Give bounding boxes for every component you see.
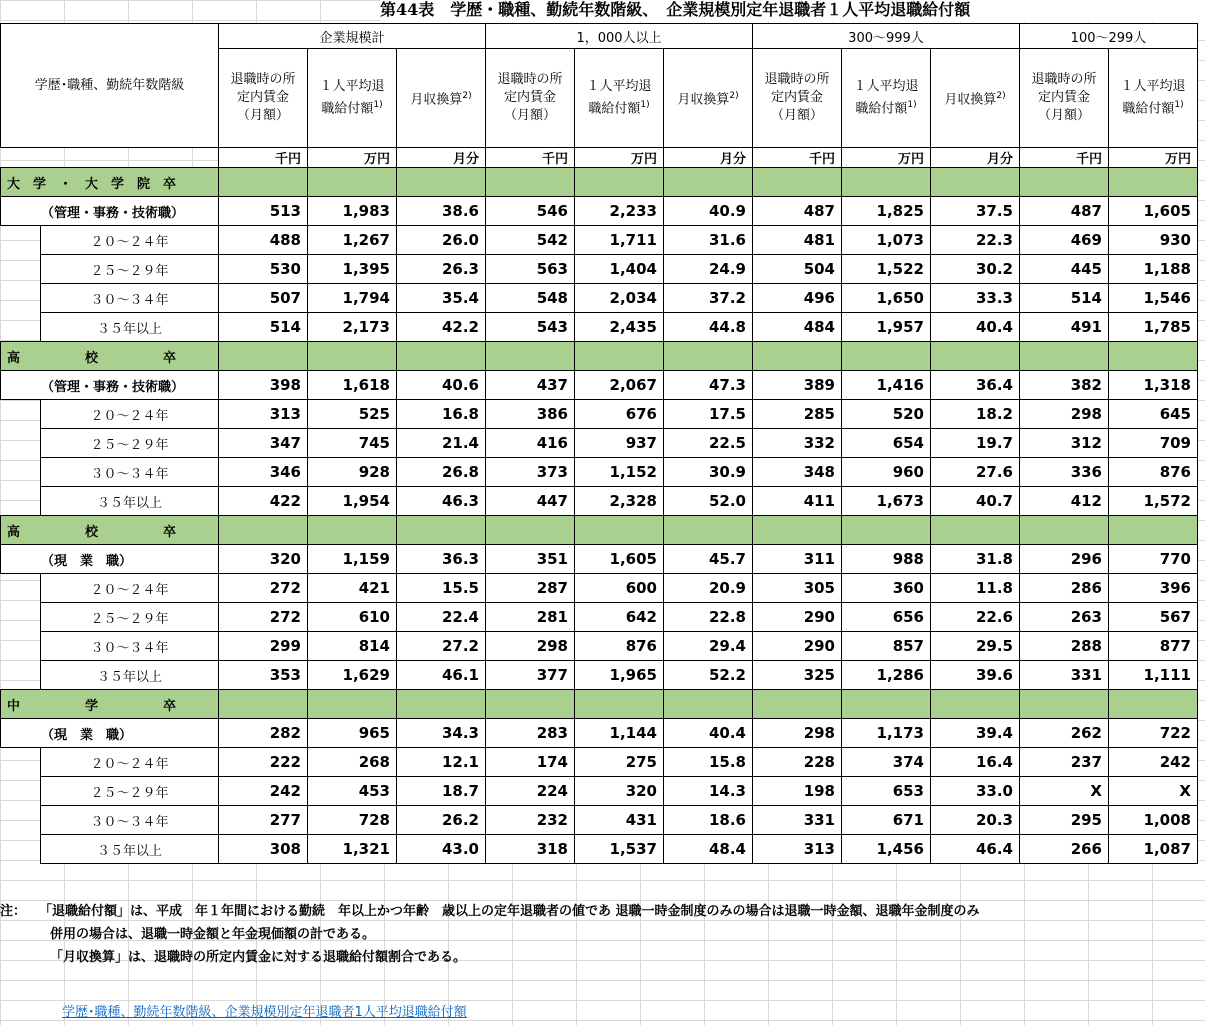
value-cell: 965 [308,719,397,748]
tenure-label: ３０〜３４年 [41,284,219,313]
value-cell: 37.5 [931,197,1020,226]
sheet-title: 第44表 学歴・職種、勤続年数階級、 企業規模別定年退職者１人平均退職給付額 [380,0,1205,22]
value-cell: 600 [575,574,664,603]
value-cell: 39.6 [931,661,1020,690]
table-row [1,777,1198,806]
table-row [1,603,1198,632]
value-cell: 411 [753,487,842,516]
value-cell: 484 [753,313,842,342]
value-cell: 2,233 [575,197,664,226]
value-cell: 1,605 [1109,197,1198,226]
value-cell: 1,572 [1109,487,1198,516]
size-group-header: 100〜299人 [1020,24,1198,49]
value-cell: 277 [219,806,308,835]
note-line-2: 併用の場合は、退職一時金額と年金現価額の計である。 [50,927,376,942]
value-cell: 298 [1020,400,1109,429]
tenure-label: ３０〜３４年 [41,458,219,487]
value-cell: 232 [486,806,575,835]
value-cell: 930 [1109,226,1198,255]
column-header-benefit: １人平均退職給付額$^{1)}$ [842,49,931,148]
unit-label: 月分 [664,148,753,168]
value-cell: 1,144 [575,719,664,748]
value-cell: 332 [753,429,842,458]
value-cell: 318 [486,835,575,864]
size-group-header: 300〜999人 [753,24,1020,49]
value-cell: 1,111 [1109,661,1198,690]
value-cell: 487 [1020,197,1109,226]
value-cell: 722 [1109,719,1198,748]
column-header-benefit: １人平均退職給付額$^{1)}$ [575,49,664,148]
group-label: 高 校 卒 [1,342,219,371]
value-cell: 928 [308,458,397,487]
value-cell: 298 [753,719,842,748]
value-cell: 421 [308,574,397,603]
notes [0,900,980,969]
value-cell: 22.8 [664,603,753,632]
value-cell: 645 [1109,400,1198,429]
value-cell: 548 [486,284,575,313]
value-cell: 876 [1109,458,1198,487]
value-cell: 567 [1109,603,1198,632]
value-cell: 222 [219,748,308,777]
value-cell: 1,605 [575,545,664,574]
subgroup-label: （現 業 職） [1,545,219,574]
value-cell: 877 [1109,632,1198,661]
tenure-label: ２０〜２４年 [41,226,219,255]
value-cell: 20.3 [931,806,1020,835]
value-cell: 937 [575,429,664,458]
table-link[interactable]: 学歴･職種、勤続年数階級、企業規模別定年退職者1人平均退職給付額 [62,1005,467,1020]
value-cell: 1,954 [308,487,397,516]
subgroup-label: （現 業 職） [1,719,219,748]
value-cell: 283 [486,719,575,748]
tenure-label: ３０〜３４年 [41,806,219,835]
value-cell: 530 [219,255,308,284]
value-cell: 22.5 [664,429,753,458]
value-cell: 496 [753,284,842,313]
value-cell: 563 [486,255,575,284]
value-cell: 745 [308,429,397,458]
value-cell: 481 [753,226,842,255]
value-cell: 31.6 [664,226,753,255]
value-cell: 14.3 [664,777,753,806]
value-cell: 26.3 [397,255,486,284]
subgroup-label: （管理・事務・技術職） [1,197,219,226]
value-cell: 525 [308,400,397,429]
unit-label: 千円 [1020,148,1109,168]
value-cell: 447 [486,487,575,516]
column-header-wage: 退職時の所定内賃金（月額） [753,49,842,148]
value-cell: 47.3 [664,371,753,400]
value-cell: 437 [486,371,575,400]
value-cell: 320 [219,545,308,574]
size-group-header: 企業規模計 [219,24,486,49]
value-cell: 389 [753,371,842,400]
value-cell: 17.5 [664,400,753,429]
value-cell: 311 [753,545,842,574]
value-cell: 351 [486,545,575,574]
value-cell: 988 [842,545,931,574]
value-cell: 656 [842,603,931,632]
table-row [1,255,1198,284]
subgroup-label: （管理・事務・技術職） [1,371,219,400]
value-cell: 281 [486,603,575,632]
value-cell: 263 [1020,603,1109,632]
value-cell: 30.9 [664,458,753,487]
unit-label: 万円 [575,148,664,168]
column-header-months: 月収換算$^{2)}$ [664,49,753,148]
value-cell: 40.7 [931,487,1020,516]
column-header-wage: 退職時の所定内賃金（月額） [486,49,575,148]
value-cell: 2,173 [308,313,397,342]
value-cell: 18.7 [397,777,486,806]
value-cell: 373 [486,458,575,487]
value-cell: X [1020,777,1109,806]
value-cell: 353 [219,661,308,690]
group-label: 高 校 卒 [1,516,219,545]
tenure-label: ２０〜２４年 [41,400,219,429]
value-cell: 22.3 [931,226,1020,255]
value-cell: 610 [308,603,397,632]
value-cell: 15.8 [664,748,753,777]
value-cell: 33.0 [931,777,1020,806]
value-cell: 45.7 [664,545,753,574]
value-cell: 35.4 [397,284,486,313]
value-cell: 290 [753,603,842,632]
value-cell: 398 [219,371,308,400]
value-cell: 295 [1020,806,1109,835]
value-cell: 416 [486,429,575,458]
value-cell: 266 [1020,835,1109,864]
tenure-label: ２５〜２９年 [41,429,219,458]
value-cell: 313 [753,835,842,864]
value-cell: 288 [1020,632,1109,661]
value-cell: 676 [575,400,664,429]
value-cell: 396 [1109,574,1198,603]
value-cell: 709 [1109,429,1198,458]
value-cell: 268 [308,748,397,777]
value-cell: 22.4 [397,603,486,632]
value-cell: 198 [753,777,842,806]
value-cell: 22.6 [931,603,1020,632]
group-label: 中 学 卒 [1,690,219,719]
value-cell: 42.2 [397,313,486,342]
value-cell: 507 [219,284,308,313]
value-cell: 242 [219,777,308,806]
value-cell: 1,404 [575,255,664,284]
table-row [1,313,1198,342]
value-cell: 2,034 [575,284,664,313]
value-cell: 1,073 [842,226,931,255]
value-cell: 287 [486,574,575,603]
value-cell: 36.3 [397,545,486,574]
value-cell: 1,159 [308,545,397,574]
table-row [1,284,1198,313]
tenure-label: ２５〜２９年 [41,255,219,284]
value-cell: 1,546 [1109,284,1198,313]
value-cell: 543 [486,313,575,342]
value-cell: 876 [575,632,664,661]
value-cell: 228 [753,748,842,777]
value-cell: 29.4 [664,632,753,661]
value-cell: 40.4 [664,719,753,748]
tenure-label: ３５年以上 [41,313,219,342]
unit-label: 千円 [486,148,575,168]
value-cell: 40.6 [397,371,486,400]
value-cell: 34.3 [397,719,486,748]
value-cell: 20.9 [664,574,753,603]
value-cell: 40.9 [664,197,753,226]
value-cell: 504 [753,255,842,284]
value-cell: 431 [575,806,664,835]
value-cell: 654 [842,429,931,458]
value-cell: 27.2 [397,632,486,661]
value-cell: 453 [308,777,397,806]
value-cell: 43.0 [397,835,486,864]
value-cell: 642 [575,603,664,632]
value-cell: 242 [1109,748,1198,777]
notes-prefix: 注： [0,904,20,919]
value-cell: 514 [219,313,308,342]
value-cell: 1,983 [308,197,397,226]
tenure-label: ２０〜２４年 [41,574,219,603]
value-cell: 1,965 [575,661,664,690]
value-cell: 325 [753,661,842,690]
value-cell: 296 [1020,545,1109,574]
value-cell: 1,008 [1109,806,1198,835]
unit-label: 千円 [219,148,308,168]
value-cell: 1,152 [575,458,664,487]
value-cell: 814 [308,632,397,661]
value-cell: 11.8 [931,574,1020,603]
column-header-months: 月収換算$^{2)}$ [397,49,486,148]
row-header-label: 学歴･職種、勤続年数階級 [1,24,219,148]
value-cell: 308 [219,835,308,864]
unit-label: 月分 [397,148,486,168]
value-cell: 282 [219,719,308,748]
value-cell: 331 [1020,661,1109,690]
value-cell: 305 [753,574,842,603]
value-cell: 18.6 [664,806,753,835]
value-cell: 1,522 [842,255,931,284]
value-cell: 262 [1020,719,1109,748]
size-group-header: 1，000人以上 [486,24,753,49]
tenure-label: ２５〜２９年 [41,777,219,806]
value-cell: 26.8 [397,458,486,487]
unit-label: 万円 [308,148,397,168]
table-row [1,748,1198,777]
value-cell: 1,825 [842,197,931,226]
column-header-benefit: １人平均退職給付額$^{1)}$ [308,49,397,148]
unit-label: 万円 [842,148,931,168]
value-cell: 1,395 [308,255,397,284]
value-cell: 37.2 [664,284,753,313]
table-row [1,806,1198,835]
value-cell: 1,957 [842,313,931,342]
value-cell: 382 [1020,371,1109,400]
value-cell: 12.1 [397,748,486,777]
value-cell: 285 [753,400,842,429]
value-cell: 1,456 [842,835,931,864]
value-cell: 224 [486,777,575,806]
value-cell: 29.5 [931,632,1020,661]
value-cell: 298 [486,632,575,661]
value-cell: 1,188 [1109,255,1198,284]
value-cell: 46.3 [397,487,486,516]
value-cell: 2,435 [575,313,664,342]
value-cell: 1,618 [308,371,397,400]
tenure-label: ３５年以上 [41,661,219,690]
table-row [1,661,1198,690]
value-cell: 386 [486,400,575,429]
value-cell: 374 [842,748,931,777]
table-row [1,574,1198,603]
value-cell: 542 [486,226,575,255]
table-row [1,400,1198,429]
column-header-benefit: １人平均退職給付額$^{1)}$ [1109,49,1198,148]
value-cell: 469 [1020,226,1109,255]
value-cell: 1,711 [575,226,664,255]
table-row [1,226,1198,255]
tenure-label: ３５年以上 [41,487,219,516]
value-cell: 653 [842,777,931,806]
value-cell: 1,629 [308,661,397,690]
value-cell: 1,785 [1109,313,1198,342]
value-cell: 31.8 [931,545,1020,574]
value-cell: 520 [842,400,931,429]
value-cell: 857 [842,632,931,661]
value-cell: 1,173 [842,719,931,748]
value-cell: 48.4 [664,835,753,864]
value-cell: 2,067 [575,371,664,400]
column-header-wage: 退職時の所定内賃金（月額） [1020,49,1109,148]
value-cell: 24.9 [664,255,753,284]
value-cell: 1,286 [842,661,931,690]
unit-label: 月分 [931,148,1020,168]
value-cell: 960 [842,458,931,487]
value-cell: 445 [1020,255,1109,284]
value-cell: 487 [753,197,842,226]
table-row [1,835,1198,864]
value-cell: 377 [486,661,575,690]
value-cell: 46.1 [397,661,486,690]
table-row [1,429,1198,458]
value-cell: 16.8 [397,400,486,429]
value-cell: 174 [486,748,575,777]
value-cell: 275 [575,748,664,777]
data-table [0,23,1198,864]
value-cell: 15.5 [397,574,486,603]
value-cell: 27.6 [931,458,1020,487]
value-cell: 770 [1109,545,1198,574]
value-cell: 272 [219,603,308,632]
group-label: 大 学 ・ 大 学 院 卒 [1,168,219,197]
value-cell: 1,318 [1109,371,1198,400]
value-cell: 21.4 [397,429,486,458]
tenure-label: ３５年以上 [41,835,219,864]
value-cell: 52.0 [664,487,753,516]
value-cell: 491 [1020,313,1109,342]
tenure-label: ２５〜２９年 [41,603,219,632]
value-cell: 488 [219,226,308,255]
note-line-1: 「退職給付額」は、平成 年１年間における勤続 年以上かつ年齢 歳以上の定年退職者の値であ 退職一時金制度のみの場合は退職一時金額、退職年金制度のみ [45,904,980,919]
value-cell: 412 [1020,487,1109,516]
value-cell: 39.4 [931,719,1020,748]
value-cell: 2,328 [575,487,664,516]
value-cell: 16.4 [931,748,1020,777]
value-cell: 36.4 [931,371,1020,400]
value-cell: 312 [1020,429,1109,458]
value-cell: 313 [219,400,308,429]
table-row [1,632,1198,661]
value-cell: 33.3 [931,284,1020,313]
value-cell: 1,673 [842,487,931,516]
table-row [1,487,1198,516]
value-cell: 290 [753,632,842,661]
value-cell: 272 [219,574,308,603]
column-header-months: 月収換算$^{2)}$ [931,49,1020,148]
value-cell: 360 [842,574,931,603]
value-cell: 44.8 [664,313,753,342]
value-cell: 46.4 [931,835,1020,864]
value-cell: 728 [308,806,397,835]
value-cell: 348 [753,458,842,487]
value-cell: 320 [575,777,664,806]
value-cell: 546 [486,197,575,226]
value-cell: 52.2 [664,661,753,690]
unit-label: 千円 [753,148,842,168]
value-cell: 26.0 [397,226,486,255]
value-cell: 1,650 [842,284,931,313]
value-cell: 38.6 [397,197,486,226]
value-cell: 347 [219,429,308,458]
value-cell: 1,321 [308,835,397,864]
unit-label: 万円 [1109,148,1198,168]
value-cell: 1,267 [308,226,397,255]
value-cell: 336 [1020,458,1109,487]
value-cell: 40.4 [931,313,1020,342]
table-row [1,458,1198,487]
value-cell: 331 [753,806,842,835]
tenure-label: ２０〜２４年 [41,748,219,777]
value-cell: 671 [842,806,931,835]
value-cell: 513 [219,197,308,226]
column-header-wage: 退職時の所定内賃金（月額） [219,49,308,148]
note-line-3: 「月収換算」は、退職時の所定内賃金に対する退職給付額割合である。 [50,950,467,965]
value-cell: 1,416 [842,371,931,400]
value-cell: 30.2 [931,255,1020,284]
value-cell: X [1109,777,1198,806]
tenure-label: ３０〜３４年 [41,632,219,661]
value-cell: 237 [1020,748,1109,777]
value-cell: 18.2 [931,400,1020,429]
value-cell: 514 [1020,284,1109,313]
value-cell: 299 [219,632,308,661]
value-cell: 19.7 [931,429,1020,458]
value-cell: 1,794 [308,284,397,313]
value-cell: 422 [219,487,308,516]
value-cell: 26.2 [397,806,486,835]
value-cell: 346 [219,458,308,487]
value-cell: 1,087 [1109,835,1198,864]
value-cell: 286 [1020,574,1109,603]
value-cell: 1,537 [575,835,664,864]
